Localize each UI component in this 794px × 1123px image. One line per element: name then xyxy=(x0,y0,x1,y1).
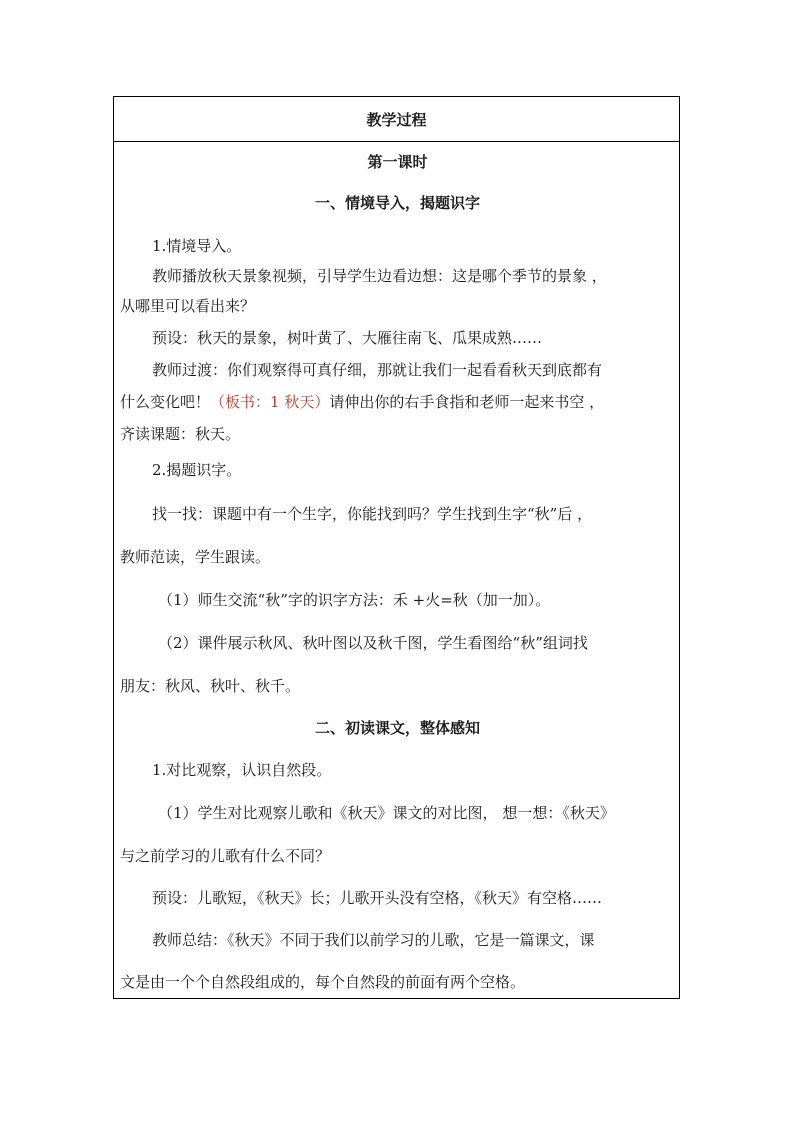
section1-p6b: 教师范读，学生跟读。 xyxy=(120,548,271,566)
section2-p4a: 教师总结：《秋天》不同于我们以前学习的儿歌，它是一篇课文，课 xyxy=(152,931,595,949)
section1-p3: 预设：秋天的景象，树叶黄了、大雁往南飞、瓜果成熟…… xyxy=(152,329,543,347)
board-note: （板书：1 秋天） xyxy=(210,393,330,411)
table-header: 教学过程 xyxy=(114,97,679,142)
p4b-text-pre: 什么变化吧！ xyxy=(120,393,211,411)
period-title: 第一课时 xyxy=(367,153,428,171)
p4b-text-post: 请伸出你的右手食指和老师一起来书空 ， xyxy=(329,393,605,411)
section1-p2a: 教师播放秋天景象视频，引导学生边看边想：这是哪个季节的景象 ， xyxy=(152,267,607,285)
section2-p2b: 与之前学习的儿歌有什么不同？ xyxy=(120,847,331,865)
section1-p6a: 找一找：课题中有一个生字，你能找到吗？学生找到生字“秋”后 ， xyxy=(152,505,593,523)
section1-p8b: 朋友：秋风、秋叶、秋千。 xyxy=(120,677,301,695)
section1-title: 一、情境导入，揭题识字 xyxy=(314,194,480,212)
section2-p3: 预设：儿歌短，《秋天》长；儿歌开头没有空格，《秋天》有空格…… xyxy=(152,889,603,907)
section1-p4a: 教师过渡：你们观察得可真仔细，那就让我们一起看看秋天到底都有 xyxy=(152,361,603,379)
section1-p4b xyxy=(114,392,681,412)
section2-p2a: （1）学生对比观察儿歌和《秋天》课文的对比图， 想一想：《秋天》 xyxy=(158,804,615,822)
section1-p8a: （2）课件展示秋风、秋叶图以及秋千图，学生看图给“秋”组词找 xyxy=(158,634,588,652)
section2-p4b: 文是由一个个自然段组成的，每个自然段的前面有两个空格。 xyxy=(120,973,526,991)
section1-p4c: 齐读课题：秋天。 xyxy=(120,425,241,443)
section2-title: 二、初读课文，整体感知 xyxy=(314,719,480,737)
section1-p7: （1）师生交流“秋”字的识字方法：禾 +火=秋（加一加）。 xyxy=(158,591,551,609)
section1-p1: 1.情境导入。 xyxy=(152,237,242,255)
section2-p1: 1.对比观察，认识自然段。 xyxy=(152,761,332,779)
section1-p2b: 从哪里可以看出来？ xyxy=(120,297,256,315)
section1-p5: 2.揭题识字。 xyxy=(152,461,242,479)
lesson-process-table xyxy=(113,96,680,999)
